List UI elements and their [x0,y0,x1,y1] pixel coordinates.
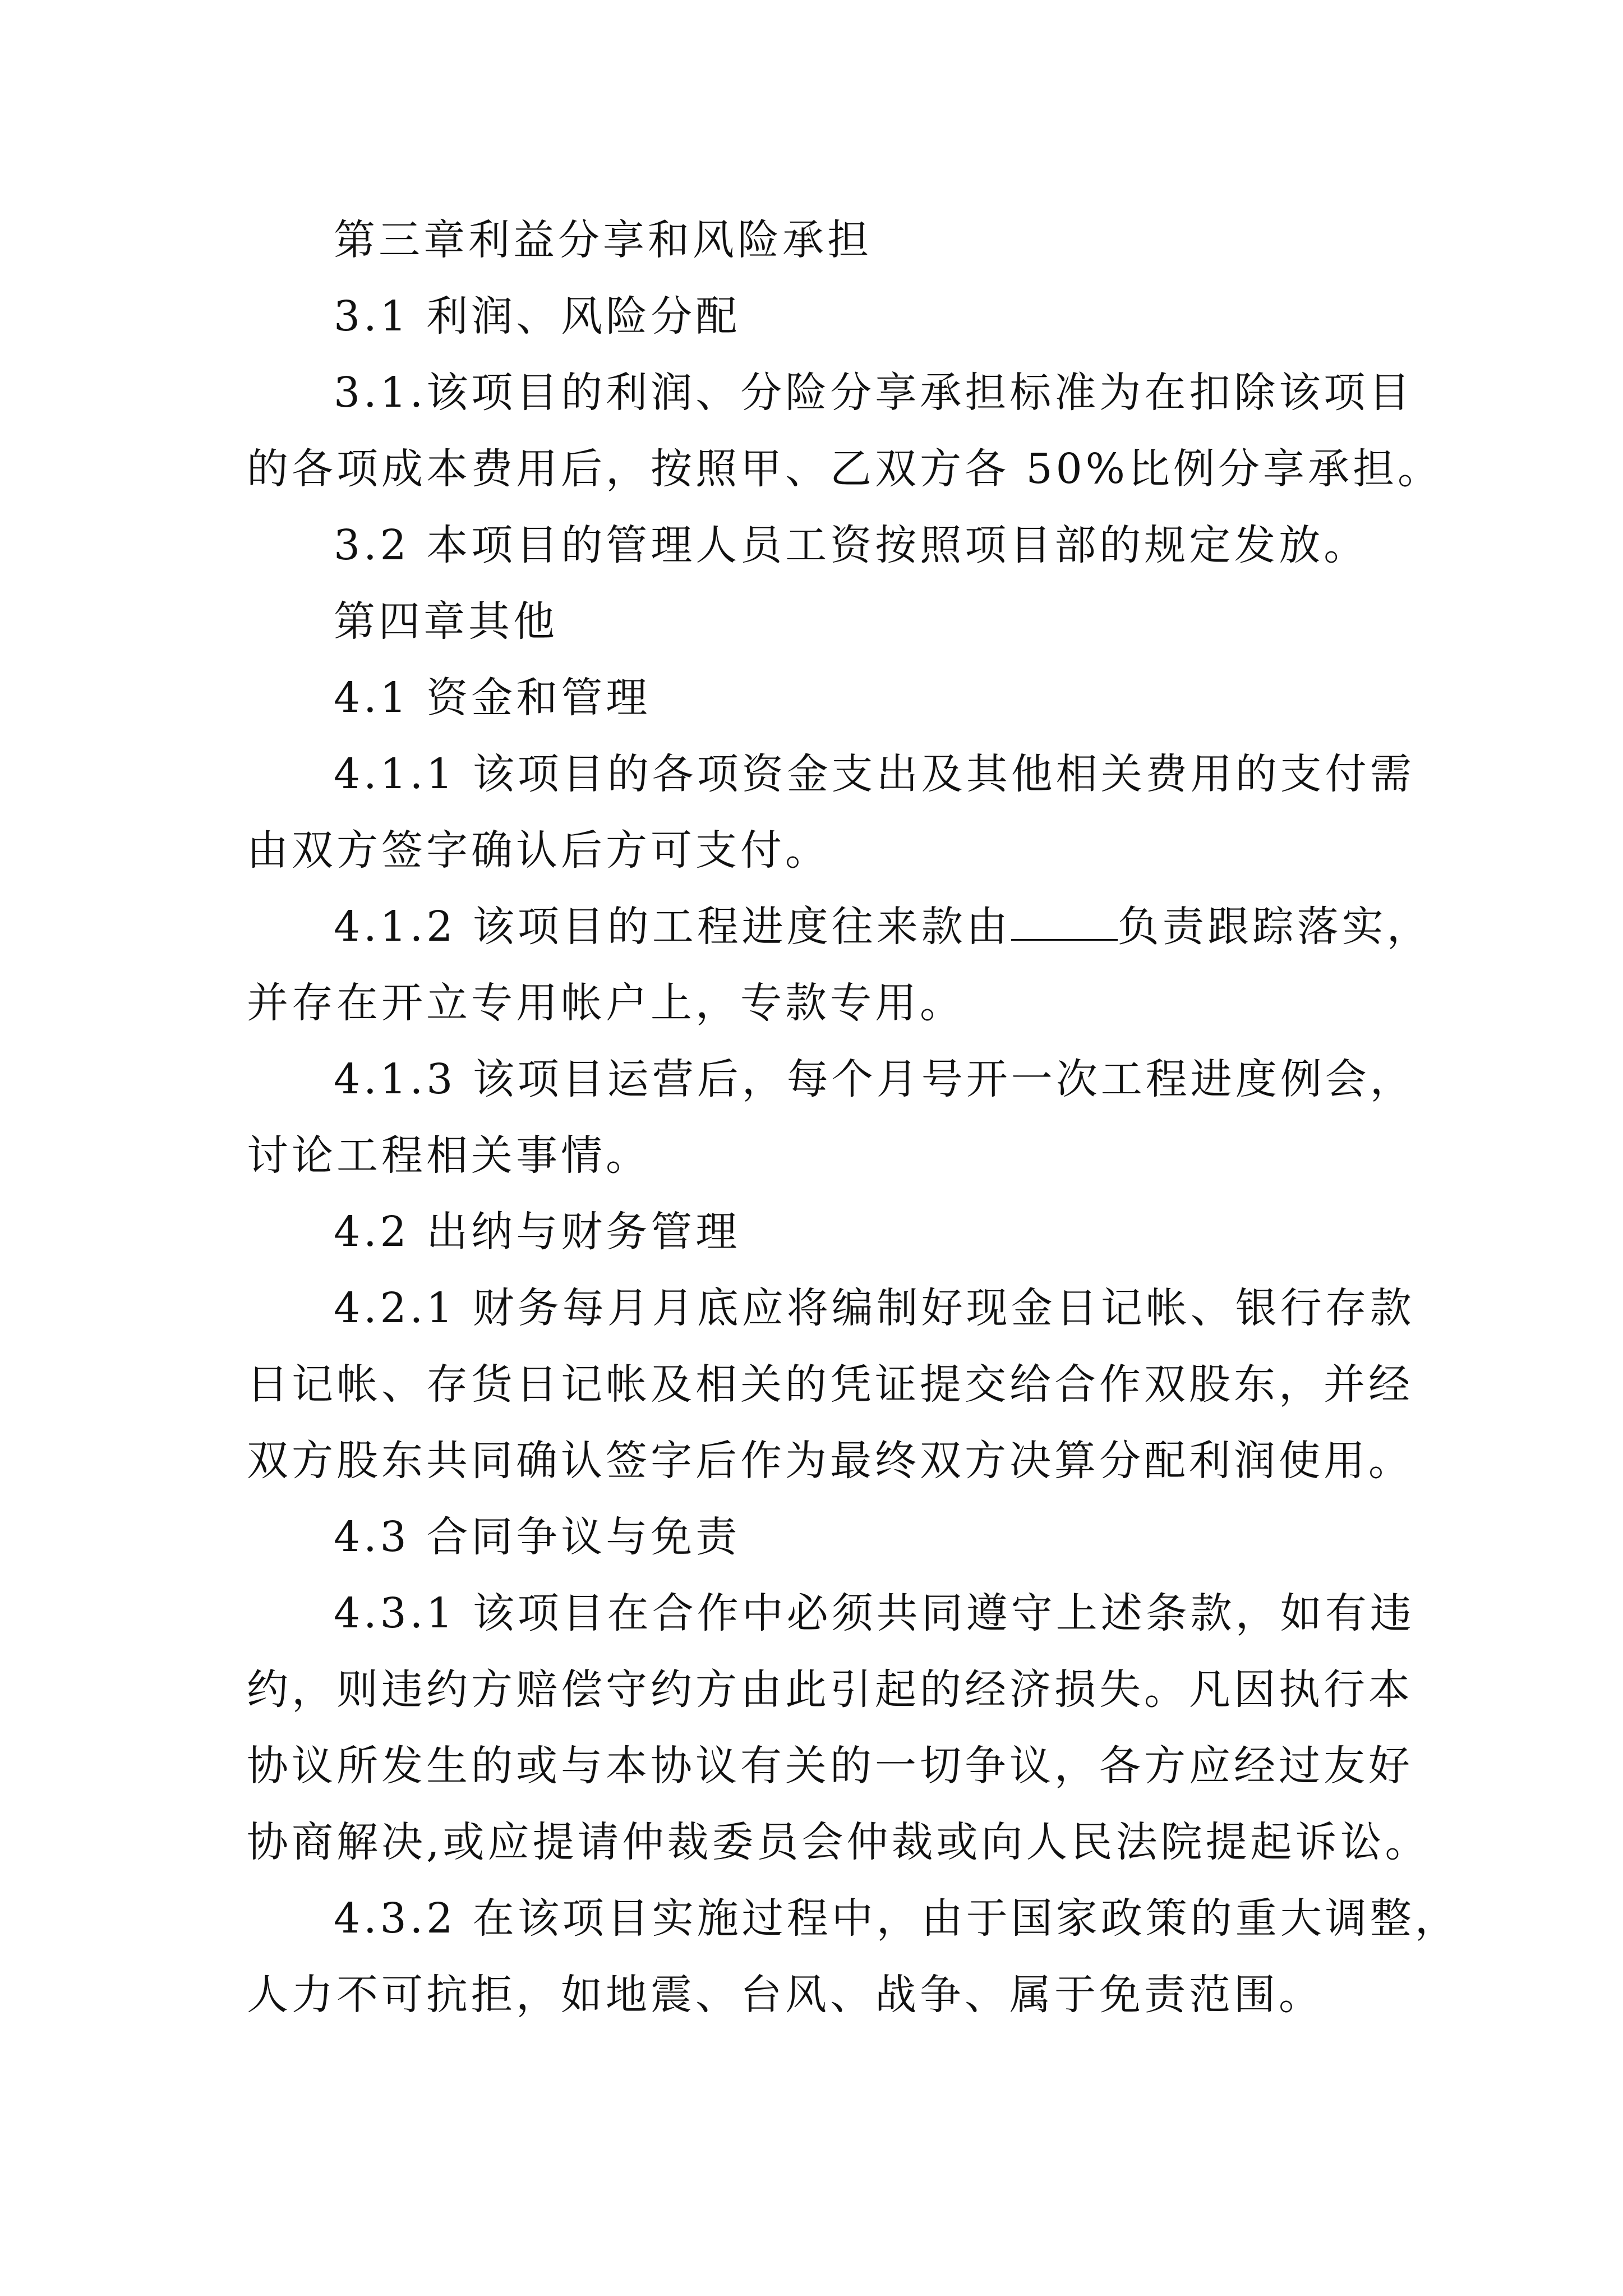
contract-text [247,202,1460,2033]
paragraph-line: 的各项成本费用后，按照甲、乙双方各 50%比例分享承担。 [247,445,1442,493]
paragraph-line: 由双方签字确认后方可支付。 [247,826,830,875]
paragraph-line: 4.1.1 该项目的各项资金支出及其他相关费用的支付需 [334,750,1415,798]
paragraph-line: 3.1.该项目的利润、分险分享承担标准为在扣除该项目 [334,369,1414,417]
paragraph-line: 并存在开立专用帐户上，专款专用。 [247,979,965,1027]
paragraph-line: 协议所发生的或与本协议有关的一切争议，各方应经过友好 [247,1742,1413,1790]
paragraph-line: 4.2.1 财务每月月底应将编制好现金日记帐、银行存款 [334,1284,1415,1332]
chapter-4-heading: 第四章其他 [334,597,558,646]
chapter-3-heading: 第三章利益分享和风险承担 [334,216,872,264]
paragraph-line: 4.1.3 该项目运营后，每个月号开一次工程进度例会， [334,1055,1415,1103]
section-4-3-heading: 4.3 合同争议与免责 [334,1513,741,1561]
paragraph-line: 约，则违约方赔偿守约方由此引起的经济损失。凡因执行本 [247,1665,1413,1714]
paragraph-line: 协商解决,或应提请仲裁委员会仲裁或向人民法院提起诉讼。 [247,1818,1430,1866]
text-after-blank: 负责跟踪落实， [1117,903,1432,951]
paragraph-line: 4.3.1 该项目在合作中必须共同遵守上述条款，如有违 [334,1589,1415,1637]
text-before-blank: 4.1.2 该项目的工程进度往来款由 [334,903,1011,951]
paragraph-line: 日记帐、存货日记帐及相关的凭证提交给合作双股东，并经 [247,1360,1413,1409]
paragraph-line: 人力不可抗拒，如地震、台风、战争、属于免责范围。 [247,1971,1324,2019]
paragraph-line: 3.2 本项目的管理人员工资按照项目部的规定发放。 [334,521,1369,569]
section-3-1-heading: 3.1 利润、风险分配 [334,292,741,341]
paragraph-line: 4.3.2 在该项目实施过程中，由于国家政策的重大调整， [334,1894,1460,1943]
paragraph-line: 讨论工程相关事情。 [247,1131,651,1180]
fill-in-blank [1011,900,1118,941]
paragraph-line-with-blank [247,889,1432,965]
paragraph-line: 双方股东共同确认签字后作为最终双方决算分配利润使用。 [247,1437,1413,1485]
section-4-2-heading: 4.2 出纳与财务管理 [334,1208,741,1256]
section-4-1-heading: 4.1 资金和管理 [334,674,651,722]
